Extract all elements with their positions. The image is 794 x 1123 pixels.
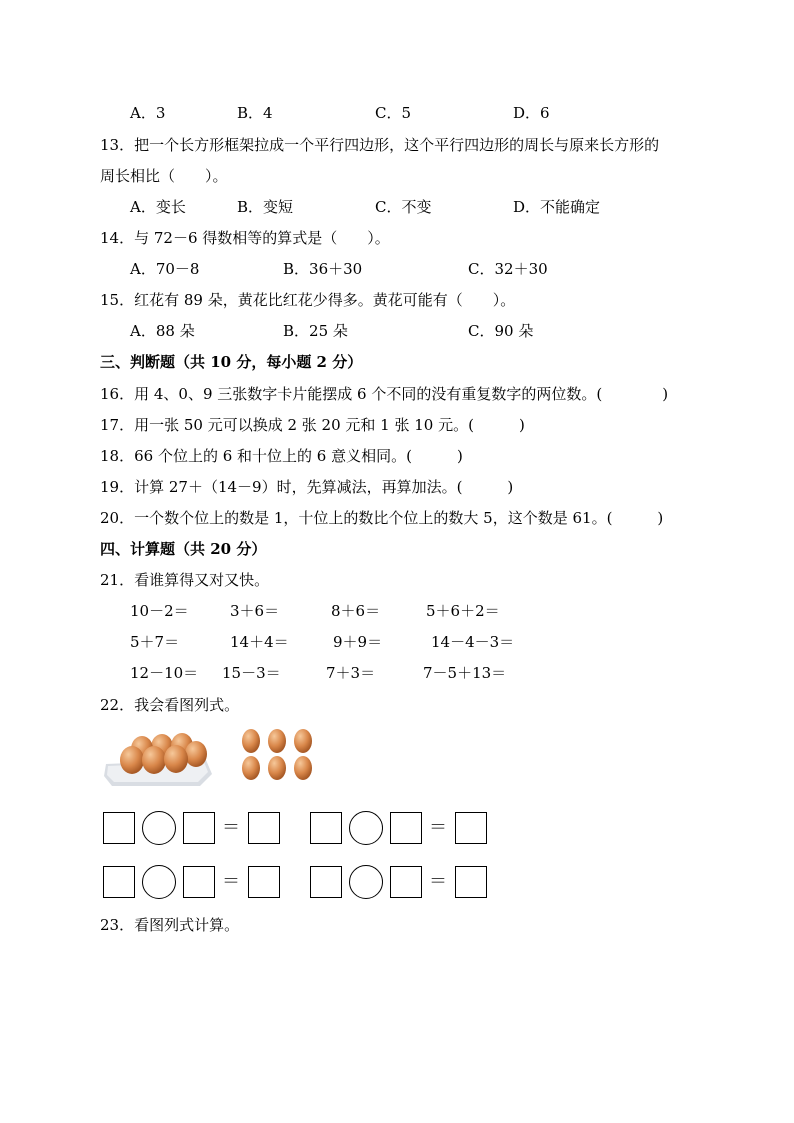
answer-box[interactable] <box>390 812 422 844</box>
answer-box[interactable] <box>183 812 215 844</box>
answer-box[interactable] <box>310 866 342 898</box>
equals-sign: ＝ <box>429 871 447 892</box>
section3-title: 三、判断题（共 10 分，每小题 2 分） <box>100 353 363 371</box>
q12-option-b: B．4 <box>237 104 273 122</box>
q13-option-d: D．不能确定 <box>513 198 601 216</box>
q13-text-line2: 周长相比（ ）。 <box>100 167 228 185</box>
operator-circle[interactable] <box>142 865 176 899</box>
q17-text: 17．用一张 50 元可以换成 2 张 20 元和 1 张 10 元。( ) <box>100 416 525 434</box>
q18-text: 18．66 个位上的 6 和十位上的 6 意义相同。( ) <box>100 447 463 465</box>
q13-text-line1: 13．把一个长方形框架拉成一个平行四边形，这个平行四边形的周长与原来长方形的 <box>100 136 660 154</box>
q21-expr: 12－10＝ <box>130 664 199 682</box>
q21-expr: 5＋6＋2＝ <box>426 602 500 620</box>
answer-box[interactable] <box>455 866 487 898</box>
q15-option-a: A．88 朵 <box>130 322 195 340</box>
equals-sign: ＝ <box>222 817 240 838</box>
answer-box[interactable] <box>455 812 487 844</box>
q21-expr: 7＋3＝ <box>326 664 376 682</box>
egg-carton-image <box>104 730 214 788</box>
q15-option-c: C．90 朵 <box>468 322 534 340</box>
equals-sign: ＝ <box>429 817 447 838</box>
q12-option-c: C．5 <box>375 104 412 122</box>
q21-text: 21．看谁算得又对又快。 <box>100 571 270 589</box>
q21-expr: 14＋4＝ <box>230 633 289 651</box>
answer-box[interactable] <box>183 866 215 898</box>
q14-option-a: A．70－8 <box>130 260 200 278</box>
q15-option-b: B．25 朵 <box>283 322 348 340</box>
q21-expr: 9＋9＝ <box>333 633 383 651</box>
q13-option-c: C．不变 <box>375 198 432 216</box>
q19-text: 19．计算 27＋（14－9）时，先算减法，再算加法。( ) <box>100 478 514 496</box>
q21-expr: 15－3＝ <box>222 664 281 682</box>
q21-expr: 7－5＋13＝ <box>423 664 507 682</box>
answer-box[interactable] <box>248 866 280 898</box>
operator-circle[interactable] <box>349 865 383 899</box>
q21-expr: 5＋7＝ <box>130 633 180 651</box>
operator-circle[interactable] <box>349 811 383 845</box>
six-eggs-image <box>240 728 316 782</box>
q21-expr: 10－2＝ <box>130 602 189 620</box>
q21-expr: 14－4－3＝ <box>431 633 515 651</box>
q21-expr: 3＋6＝ <box>230 602 280 620</box>
answer-box[interactable] <box>248 812 280 844</box>
q22-text: 22．我会看图列式。 <box>100 696 240 714</box>
q14-text: 14．与 72－6 得数相等的算式是（ ）。 <box>100 229 390 247</box>
q14-option-c: C．32＋30 <box>468 260 548 278</box>
section4-title: 四、计算题（共 20 分） <box>100 540 267 558</box>
q12-option-d: D．6 <box>513 104 550 122</box>
answer-box[interactable] <box>390 866 422 898</box>
q14-option-b: B．36＋30 <box>283 260 363 278</box>
equals-sign: ＝ <box>222 871 240 892</box>
operator-circle[interactable] <box>142 811 176 845</box>
q20-text: 20．一个数个位上的数是 1，十位上的数比个位上的数大 5，这个数是 61。( ) <box>100 509 664 527</box>
q13-option-a: A．变长 <box>130 198 186 216</box>
q15-text: 15．红花有 89 朵，黄花比红花少得多。黄花可能有（ ）。 <box>100 291 516 309</box>
q16-text: 16．用 4、0、9 三张数字卡片能摆成 6 个不同的没有重复数字的两位数。( ) <box>100 385 669 403</box>
answer-box[interactable] <box>103 812 135 844</box>
answer-box[interactable] <box>103 866 135 898</box>
q21-expr: 8＋6＝ <box>331 602 381 620</box>
q13-option-b: B．变短 <box>237 198 294 216</box>
q12-option-a: A．3 <box>130 104 166 122</box>
answer-box[interactable] <box>310 812 342 844</box>
q23-text: 23．看图列式计算。 <box>100 916 240 934</box>
